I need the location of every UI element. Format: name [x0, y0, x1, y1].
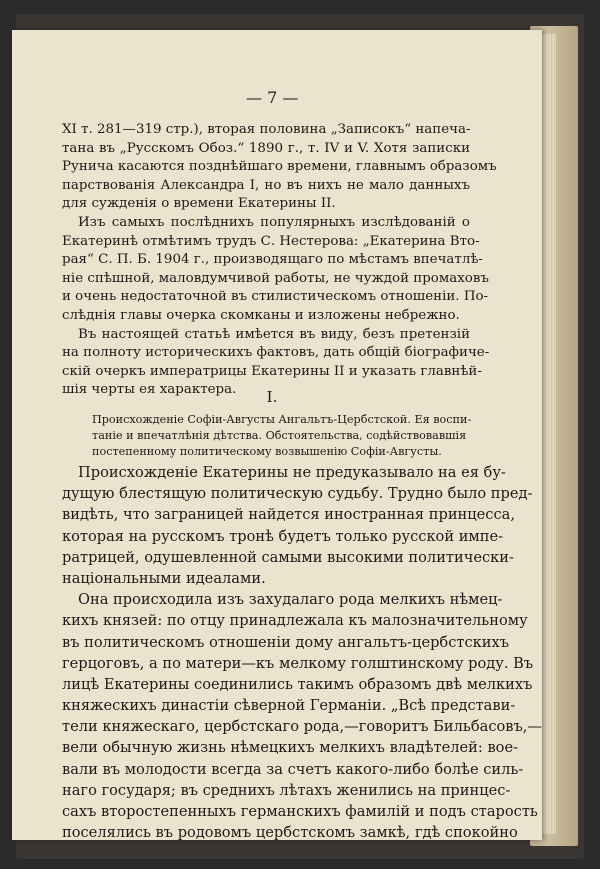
- chapter-summary: [92, 412, 472, 461]
- text-line: вали въ молодости всегда за счетъ какого-либо болѣе силь-: [62, 760, 524, 778]
- text-line: на полноту историческихъ фактовъ, дать общій біографиче-: [62, 345, 490, 361]
- text-line: въ политическомъ отношеніи дому ангальтъ-цербстскихъ: [62, 633, 509, 651]
- text-line: національными идеалами.: [62, 569, 266, 587]
- text-line: княжескихъ династіи сѣверной Германіи. „Всѣ представи-: [62, 697, 516, 715]
- text-line: парствованія Александра I, но въ нихъ не мало данныхъ: [62, 177, 470, 193]
- text-line: Рунича касаются позднѣйшаго времени, главнымъ образомъ: [62, 159, 497, 175]
- text-line: шія черты ея характера.: [62, 382, 237, 398]
- summary-line: постепенному политическому возвышенію Софіи-Августы.: [92, 445, 442, 459]
- text-line: сахъ второстепенныхъ германскихъ фамилій и подъ старость: [62, 803, 538, 820]
- text-line: Изъ самыхъ послѣднихъ популярныхъ изслѣдованій о: [78, 214, 470, 230]
- book-page: [12, 30, 542, 840]
- text-line: для сужденія о времени Екатерины II.: [62, 196, 336, 212]
- text-line: лицѣ Екатерины соединились такимъ образомъ двѣ мелкихъ: [62, 675, 533, 693]
- chapter-body-text: [62, 462, 543, 843]
- text-line: ратрицей, одушевленной самыми высокими политически-: [62, 548, 514, 566]
- text-line: Происхожденіе Екатерины не предуказывало на ея бу-: [78, 464, 506, 481]
- page-number: — 7 —: [246, 88, 299, 107]
- text-line: тели княжескаго, цербстскаго рода,—говоритъ Бильбасовъ,—: [62, 718, 543, 736]
- text-line: дущую блестящую политическую судьбу. Трудно было пред-: [62, 485, 533, 503]
- text-line: вели обычную жизнь нѣмецкихъ мелкихъ владѣтелей: вое-: [62, 739, 519, 757]
- text-line: наго государя; въ среднихъ лѣтахъ женились на принцес-: [62, 781, 511, 799]
- text-line: герцоговъ, а по матери—къ мелкому голштинскому роду. Въ: [62, 654, 534, 672]
- text-line: слѣднія главы очерка скомканы и изложены небрежно.: [62, 307, 460, 323]
- text-line: ніе спѣшной, маловдумчивой работы, не чуждой промаховъ: [62, 270, 489, 286]
- summary-line: Происхожденіе Софіи-Августы Ангальтъ-Цербстской. Ея воспи-: [92, 413, 472, 426]
- intro-text: [62, 121, 497, 400]
- text-line: XI т. 281—319 стр.), вторая половина „Записокъ“ напеча-: [62, 122, 471, 137]
- text-line: которая на русскомъ тронѣ будетъ только русской импе-: [62, 527, 504, 545]
- text-line: тана въ „Русскомъ Обоз.“ 1890 г., т. IV и V. Хотя записки: [62, 140, 470, 156]
- text-line: скій очеркъ императрицы Екатерины II и указать главнѣй-: [62, 363, 482, 379]
- text-line: кихъ князей: по отцу принадлежала къ малозначительному: [62, 612, 528, 630]
- text-line: Она происходила изъ захудалаго рода мелкихъ нѣмец-: [78, 591, 503, 609]
- chapter-heading: I.: [266, 388, 278, 406]
- text-line: рая“ С. П. Б. 1904 г., производящаго по мѣстамъ впечатлѣ-: [62, 252, 483, 268]
- text-line: поселялись въ родовомъ цербстскомъ замкѣ, гдѣ спокойно: [62, 824, 518, 842]
- summary-line: таніе и впечатлѣнія дѣтства. Обстоятельства, содѣйствовавшія: [92, 429, 467, 443]
- text-line: Екатеринѣ отмѣтимъ трудъ С. Нестерова: „Екатерина Вто-: [62, 233, 480, 249]
- page-edges: [540, 34, 556, 834]
- text-line: Въ настоящей статьѣ имѣется въ виду, безъ претензій: [78, 326, 470, 342]
- text-line: и очень недостаточной въ стилистическомъ отношеніи. По-: [62, 289, 489, 305]
- text-line: видѣть, что заграницей найдется иностранная принцесса,: [62, 506, 515, 524]
